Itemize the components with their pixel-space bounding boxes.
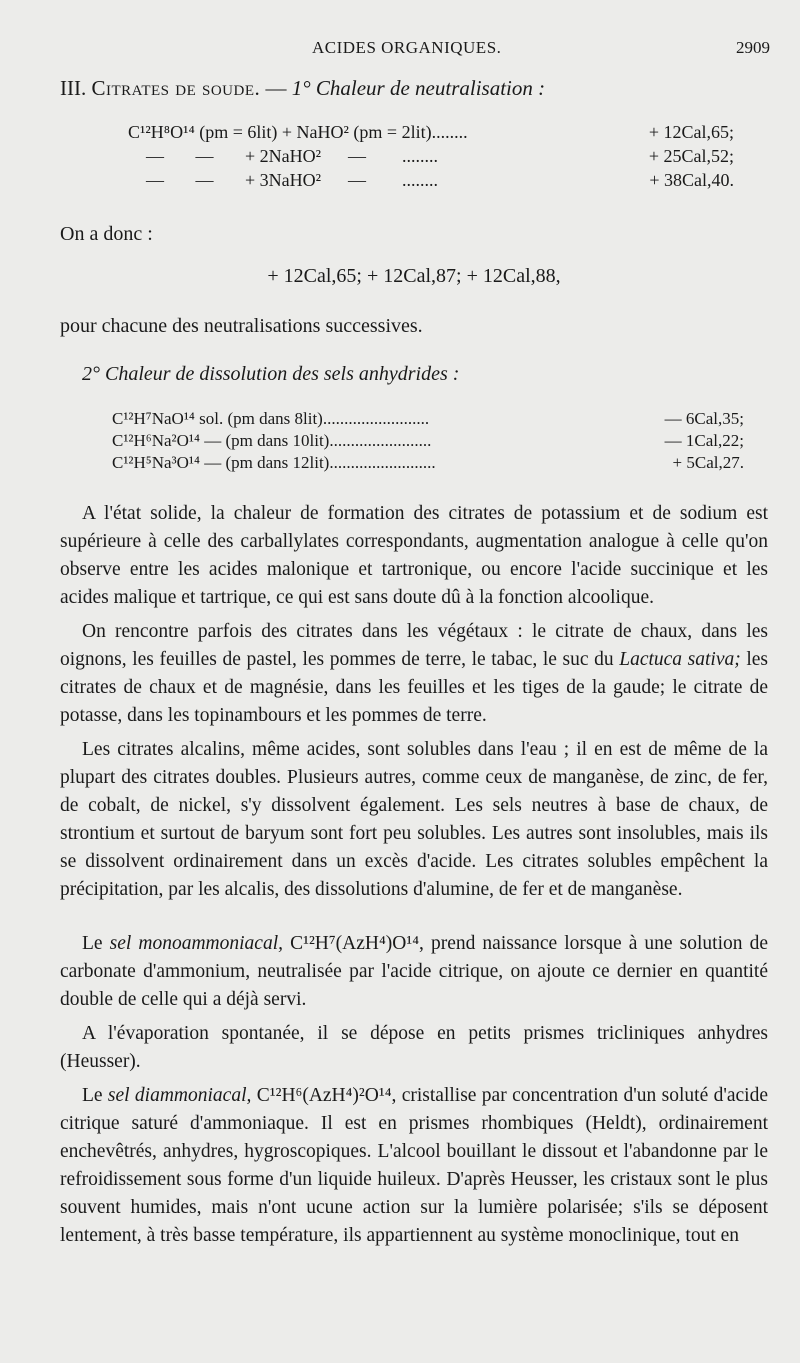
- paragraph-solid-state: A l'état solide, la chaleur de formation des citrates de potassium et de sodium est supérieure à celle des carballylates correspondants, augmentation analogue à celle qu'on observe entre les acides malonique et tartronique, ou encore l'acide succinique et les acides malique et tartrique, ce qui est sans doute dû à la fonction alcoolique.: [60, 503, 768, 608]
- equation-left: — — + 3NaHO² — ........: [128, 170, 439, 190]
- equation-value: + 25Cal,52;: [648, 146, 734, 166]
- on-a-donc: On a donc :: [60, 223, 153, 245]
- text-run: les citrates de chaux et de magnésie, dans les feuilles et les tiges de la gaude; le citrate de potasse, dans les topinambours et les pommes de terre.: [60, 649, 768, 726]
- dissolution-value: + 5Cal,27.: [672, 453, 744, 472]
- pour-chacune: pour chacune des neutralisations successives.: [60, 315, 423, 337]
- text-run: Le: [82, 933, 110, 954]
- equation-value: + 12Cal,65;: [648, 122, 734, 142]
- text-run: C¹²H⁶(AzH⁴)²O¹⁴, cristallise par concentration d'un soluté d'acide citrique saturé d'ammoniaque. Il est en prismes rhombiques (Heldt), ordinairement enchevêtrés, anhydres, hygroscopiques. L'alcool bouillant le dissout et l'abandonne par le refroidissement sous forme d'un liquide huileux. D'après Heusser, les cristaux sont le plus souvent humides, mais n'ont ucune action sur la lumière polarisée; s'ils se déposent lentement, à très basse température, ils appartiennent au système monoclinique, tout en: [60, 1085, 768, 1246]
- equation-row: [60, 168, 768, 192]
- paragraph-solubility: Les citrates alcalins, même acides, sont solubles dans l'eau ; il en est de même de la plupart des citrates doubles. Plusieurs autres, comme ceux de manganèse, de zinc, de fer, de cobalt, de nickel, s'y dissolvent également. Les sels neutres à base de chaux, de strontium et surtout de baryum sont fort peu solubles. Les autres sont insolubles, mais ils se dissolvent ordinairement dans un excès d'acide. Les citrates solubles empêchent la précipitation, par les alcalis, des dissolutions d'alumine, de fer et de manganèse.: [60, 739, 768, 900]
- dissolution-heading: 2° Chaleur de dissolution des sels anhydrides :: [82, 363, 460, 385]
- page-content: [60, 68, 768, 1256]
- equation-row: [60, 120, 768, 144]
- donc-values: + 12Cal,65; + 12Cal,87; + 12Cal,88,: [267, 265, 561, 287]
- text-run: Le: [82, 1085, 108, 1106]
- page-number: 2909: [736, 38, 770, 57]
- dissolution-values: [60, 408, 768, 474]
- paragraph-vegetables: [60, 618, 768, 730]
- section-heading: [60, 74, 768, 102]
- section-subtitle: 1° Chaleur de neutralisation :: [291, 76, 546, 100]
- neutralisation-equations: [60, 120, 768, 192]
- equation-value: + 38Cal,40.: [649, 170, 734, 190]
- dissolution-left: C¹²H⁷NaO¹⁴ sol. (pm dans 8lit).........................: [112, 409, 430, 428]
- dissolution-value: — 1Cal,22;: [664, 431, 744, 450]
- salt-name: sel diammoniacal,: [107, 1085, 252, 1106]
- species-name: Lactuca sativa;: [619, 649, 741, 670]
- dissolution-left: C¹²H⁵Na³O¹⁴ — (pm dans 12lit).........................: [112, 453, 436, 472]
- page-header: [0, 38, 800, 62]
- dissolution-row: [60, 452, 768, 474]
- paragraph-monoammoniacal: [60, 930, 768, 1014]
- text-run: C¹²H⁷(AzH⁴)O¹⁴, prend naissance lorsque à une solution de carbonate d'ammonium, neutralisée par l'acide citrique, on ajoute ce dernier en quantité double de celle qui a déjà servi.: [60, 933, 768, 1010]
- equation-row: [60, 144, 768, 168]
- section-title: Citrates de soude.: [91, 76, 261, 100]
- salt-name: sel monoammoniacal,: [109, 933, 284, 954]
- dissolution-value: — 6Cal,35;: [664, 409, 744, 428]
- text-run: On rencontre parfois des citrates dans les végétaux : le citrate de chaux, dans les oignons, les feuilles de pastel, les pommes de terre, le tabac, le suc du: [60, 621, 768, 670]
- equation-left: C¹²H⁸O¹⁴ (pm = 6lit) + NaHO² (pm = 2lit)........: [128, 122, 468, 142]
- dissolution-row: [60, 430, 768, 452]
- dissolution-row: [60, 408, 768, 430]
- running-title: ACIDES ORGANIQUES.: [312, 38, 502, 57]
- paragraph-evaporation: A l'évaporation spontanée, il se dépose en petits prismes tricliniques anhydres (Heusser).: [60, 1023, 768, 1072]
- dissolution-left: C¹²H⁶Na²O¹⁴ — (pm dans 10lit)........................: [112, 431, 432, 450]
- section-dash: —: [265, 76, 287, 100]
- paragraph-diammoniacal: [60, 1082, 768, 1250]
- equation-left: — — + 2NaHO² — ........: [128, 146, 439, 166]
- section-number: III.: [60, 76, 87, 100]
